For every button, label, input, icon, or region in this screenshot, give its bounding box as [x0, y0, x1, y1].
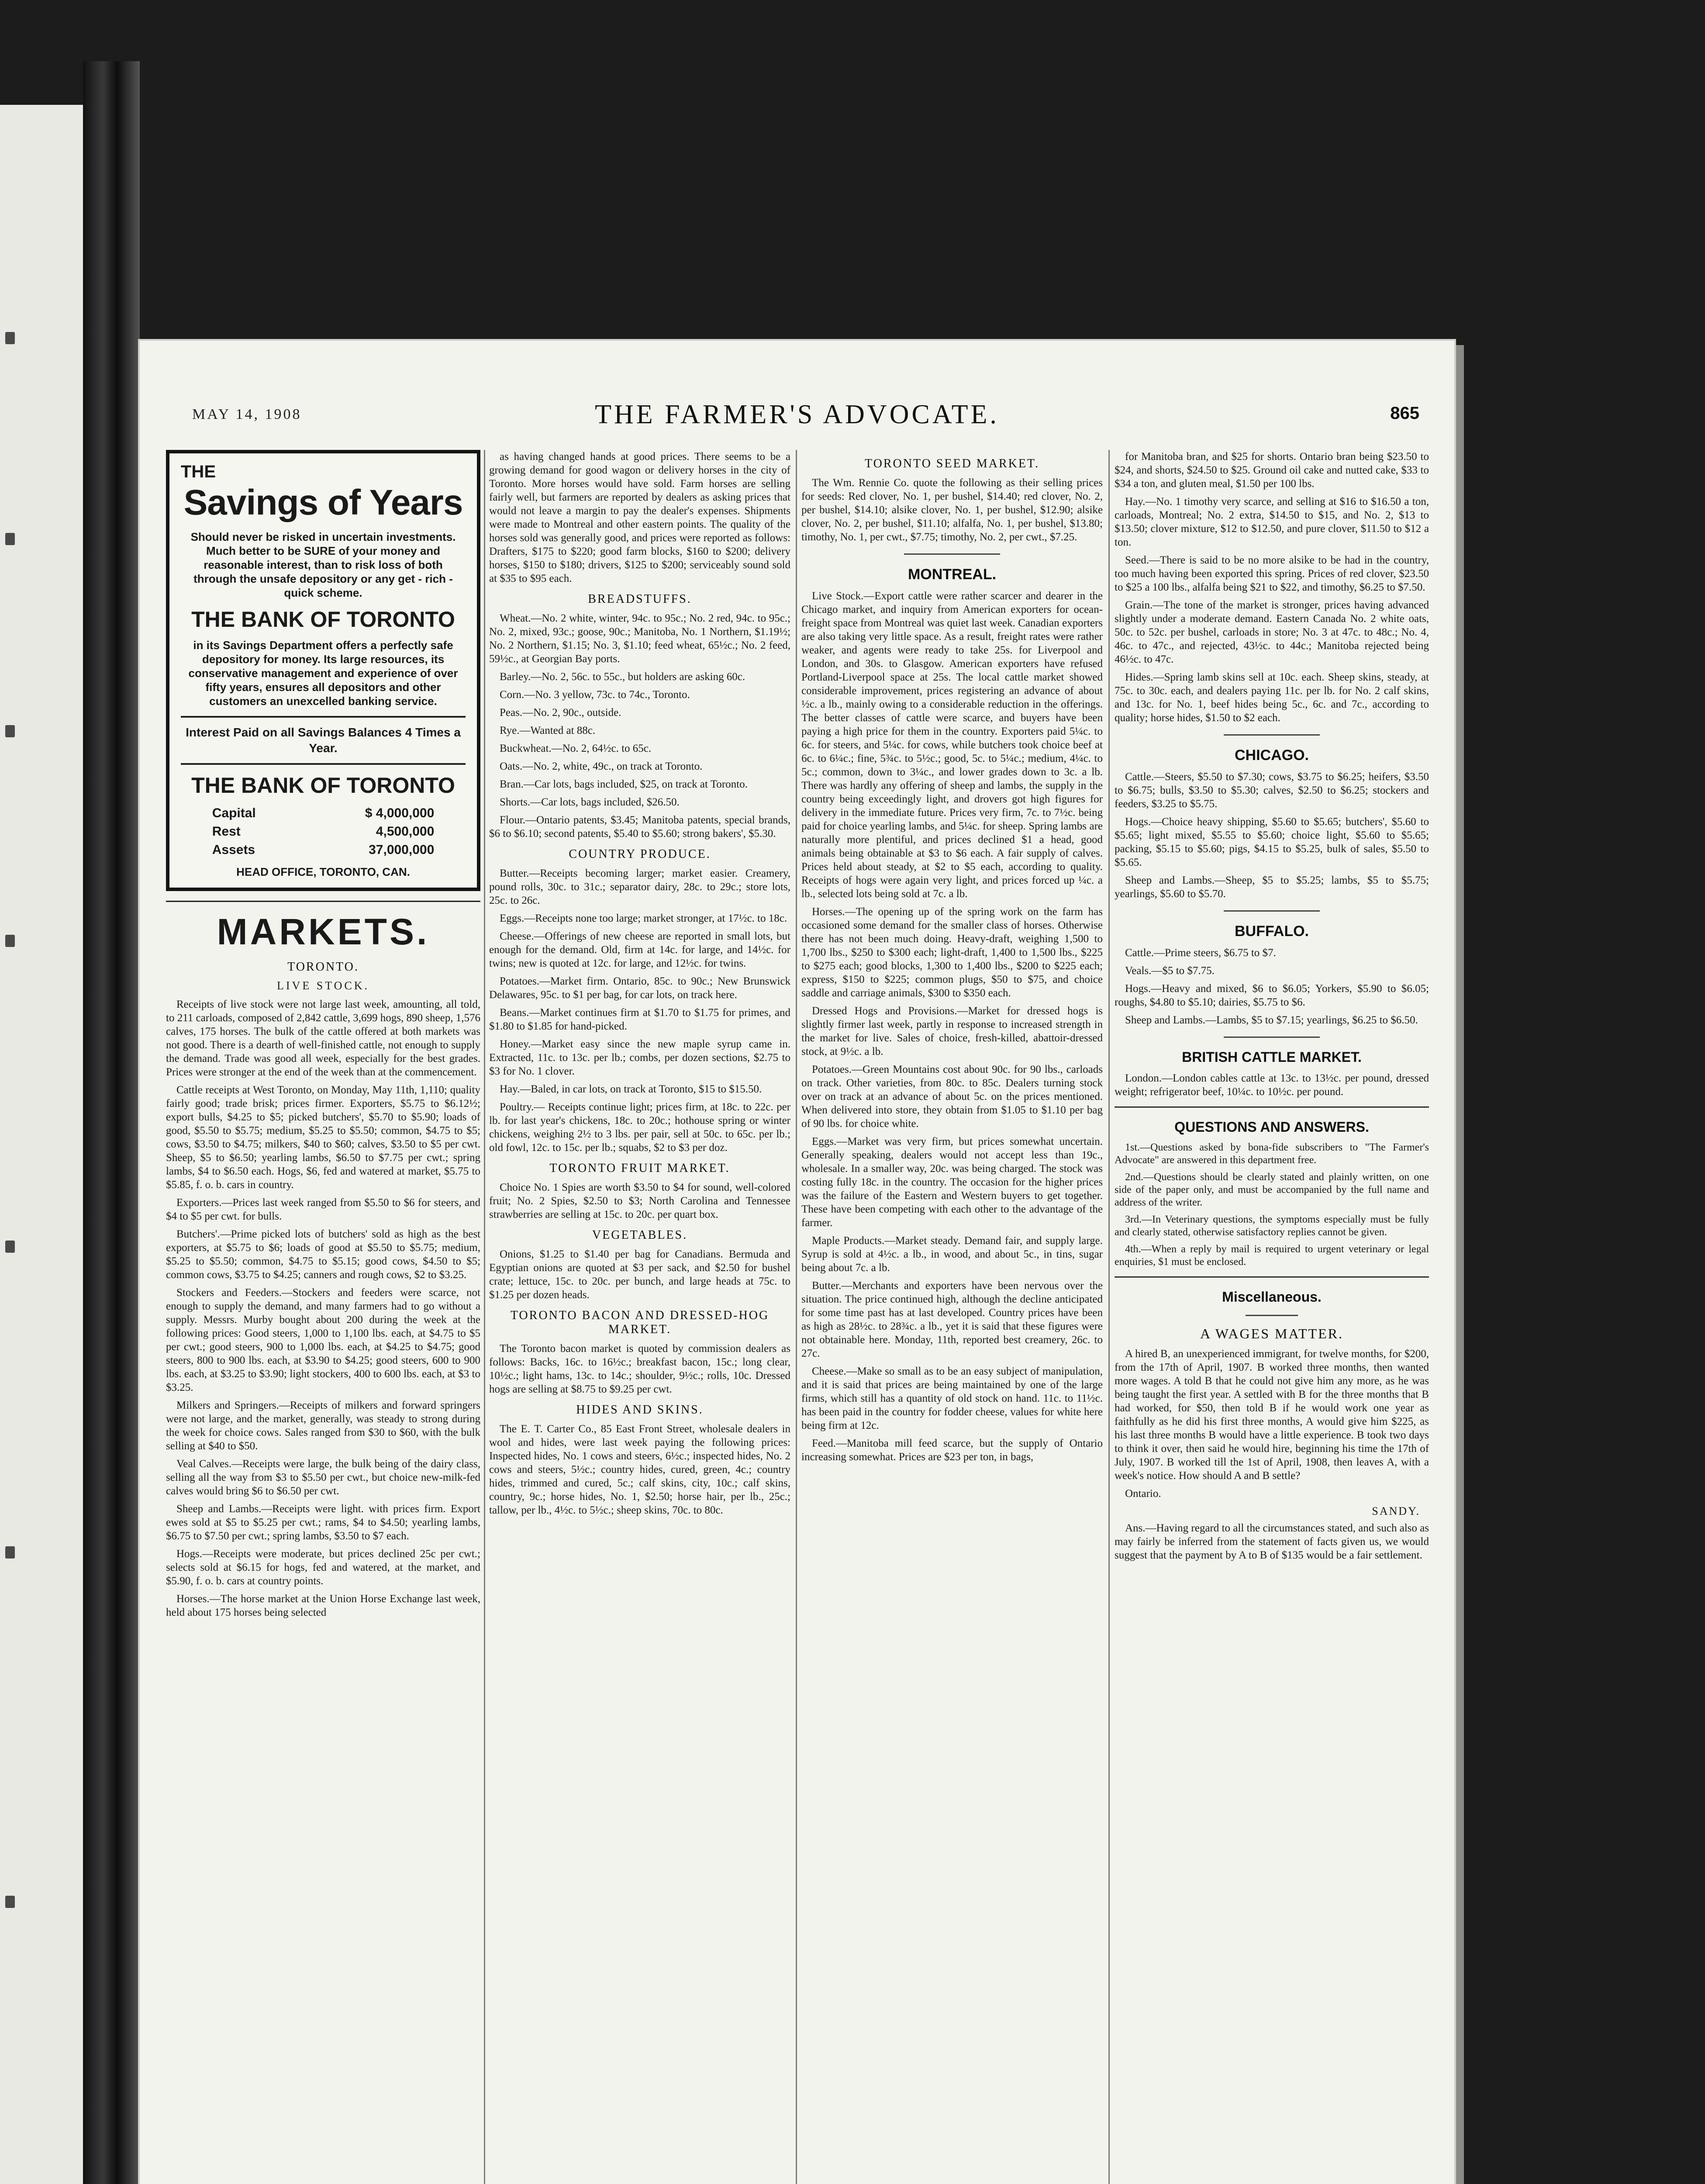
column-1 [166, 450, 480, 2184]
publication-title: THE FARMER'S ADVOCATE. [595, 400, 999, 429]
section-heading-miscellaneous: Miscellaneous. [1222, 1289, 1322, 1305]
ad-interest: Interest Paid on all Savings Balances 4 Times a Year. [181, 716, 466, 765]
paragraph: Ontario. [1125, 1488, 1161, 1500]
paragraph: Hay.—No. 1 timothy very scarce, and selling at $16 to $16.50 a ton, carloads, Montreal; No. 2 extra, $14.50 to $15, and No. 2, $13 to $13.50; clover mixture, $12 to $12.50, and pure clover, $11.50 to $12 a ton. [1115, 496, 1429, 548]
paragraph: Flour.—Ontario patents, $3.45; Manitoba patents, special brands, $6 to $6.10; second patents, $5.40 to $5.60; strong bakers', $5.30. [489, 814, 790, 840]
ad-figure-row: Rest 4,500,000 [212, 824, 435, 839]
page-edge-shadow [1454, 345, 1464, 2184]
paragraph: Feed.—Manitoba mill feed scarce, but the supply of Ontario increasing somewhat. Prices are $23 per ton, in bags, [801, 1438, 1103, 1463]
paragraph: Sheep and Lambs.—Receipts were light. with prices firm. Export ewes sold at $5 to $5.25 per cwt.; rams, $4 to $4.50; yearling lambs, $6.75 to $7.50 per cwt.; spring lambs, $3.50 to $7 each. [166, 1503, 480, 1542]
section-heading-questions: QUESTIONS AND ANSWERS. [1174, 1119, 1369, 1135]
paragraph: Oats.—No. 2, white, 49c., on track at Toronto. [500, 760, 703, 772]
paragraph: 2nd.—Questions should be clearly stated and plainly written, on one side of the paper only, and must be accompanied by the full name and address of the writer. [1115, 1171, 1429, 1208]
paragraph: Barley.—No. 2, 56c. to 55c., but holders are asking 60c. [500, 671, 746, 683]
section-heading-fruit-market: TORONTO FRUIT MARKET. [549, 1161, 730, 1175]
paragraph: Butter.—Receipts becoming larger; market easier. Creamery, pound rolls, 30c. to 31c.; separator dairy, 28c. to 29c.; store lots, 25c. to 26c. [489, 867, 790, 906]
paragraph: Receipts of live stock were not large last week, amounting, all told, to 211 carloads, composed of 2,842 cattle, 3,699 hogs, 890 sheep, 1,576 calves, 175 horses. The bulk of the cattle offered at both markets was not good. There is a dearth of well-finished cattle, not enough to supply the demand. Trade was good all week, especially for the best grades. Prices were stronger at the end of the week than at the commencement. [166, 999, 480, 1078]
paragraph: A hired B, an unexperienced immigrant, for twelve months, for $200, from the 17th of April, 1907. B worked three months, then wanted more wages. A told B that he could not give him any more, as he was being taught the first year. A settled with B for the three months that B had worked, for $50, then told B if he would work one year as faithfully as he did his first three months, A would give him $225, as his last three months B would have a little experience. B took two days to think it over, then said he would hire, beginning his time the 17th of July, 1907. B worked till the 1st of April, 1908, then leaves A, with a week's notice. How should A and B settle? [1115, 1348, 1429, 1482]
paragraph: Hogs.—Choice heavy shipping, $5.60 to $5.65; butchers', $5.60 to $5.65; light mixed, $5.55 to $5.60; choice light, $5.60 to $5.65; packing, $5.15 to $5.60; pigs, $4.15 to $5.25, bulk of sales, $5.50 to $5.65. [1115, 816, 1429, 868]
paragraph: The Toronto bacon market is quoted by commission dealers as follows: Backs, 16c. to 16½c.; breakfast bacon, 15c.; long clear, 10½c.; light hams, 13c. to 14c.; shoulder, 9½c.; rolls, 10c. Dressed hogs are selling at $8.75 to $9.25 per cwt. [489, 1343, 790, 1395]
section-heading-bacon: TORONTO BACON AND DRESSED-HOG MARKET. [510, 1309, 770, 1336]
ad-body: Should never be risked in uncertain investments. Much better to be SURE of your money and reasonable interest, than to risk loss of both through the unsafe depository or any get - rich - quick scheme. [190, 530, 456, 599]
adjacent-page-edge [0, 105, 83, 2184]
paragraph: Sheep and Lambs.—Sheep, $5 to $5.25; lambs, $5 to $5.75; yearlings, $5.60 to $5.70. [1115, 874, 1429, 900]
section-heading-hides: HIDES AND SKINS. [576, 1403, 704, 1417]
paragraph: Honey.—Market easy since the new maple syrup came in. Extracted, 11c. to 13c. per lb.; combs, per dozen sections, $2.75 to $3 for No. 1 clover. [489, 1038, 790, 1077]
paragraph: Shorts.—Car lots, bags included, $26.50. [500, 796, 680, 808]
paragraph: 4th.—When a reply by mail is required to urgent veterinary or legal enquiries, $1 must be enclosed. [1115, 1244, 1429, 1268]
section-heading-montreal: MONTREAL. [908, 566, 997, 583]
section-rule [1115, 1106, 1429, 1108]
section-rule [1115, 1276, 1429, 1278]
paragraph: Beans.—Market continues firm at $1.70 to $1.75 for primes, and $1.80 to $1.85 for hand-picked. [489, 1007, 790, 1032]
bank-advertisement [166, 450, 480, 891]
markets-title: MARKETS. [166, 901, 480, 953]
paragraph: Choice No. 1 Spies are worth $3.50 to $4 for sound, well-colored fruit; No. 2 Spies, $2.50 to $3; North Carolina and Tennessee strawberries are selling at 15c. to 20c. per quart box. [489, 1182, 790, 1220]
paragraph: Veals.—$5 to $7.75. [1125, 965, 1215, 977]
paragraph: Hogs.—Heavy and mixed, $6 to $6.05; Yorkers, $5.90 to $6.05; roughs, $4.80 to $5.10; dairies, $5.75 to $6. [1115, 983, 1429, 1008]
ad-bank-name: THE BANK OF TORONTO [191, 607, 455, 632]
issue-date: MAY 14, 1908 [192, 406, 302, 422]
paragraph: Live Stock.—Export cattle were rather scarcer and dearer in the Chicago market, and inquiry from American exporters for ocean-freight space from Montreal was quiet last week. Canadian exporters are also taking very little space. As a result, freight rates were rather weaker, and agents were ready to take 25s. for Liverpool and London, and 30s. to Glasgow. American exporters have refused Portland-Liverpool space at 25s. The local cattle market showed considerable improvement, prices registering an advance of about ½c. a lb., mainly owing to a considerable reduction in the offerings. The better classes of cattle were scarce, and buyers have been paying a high price for them in the country. Exporters paid 5¼c. to 6c. for steers, and 5¼c. for cows, while butchers took choice beef at 6c. to 6¼c.; fine, 5¾c. to 5½c.; good, 5c. to 5¼c.; medium, 4¼c. to 5c.; common, down to 3¼c., and lower grades down to 3c. a lb. There was hardly any offering of sheep and lambs, the supply in the country being exceedingly light, and drovers got high figures for delivery in the immediate future. Prices very firm, 7c. to 7½c. being paid for choice yearling lambs, and 5¼c. for sheep. Spring lambs are naturally more plentiful, and prices declined $1 a head, good animals being obtainable at $3 to $6 each. A fair supply of calves. Prices held about steady, at $2 to $5 each, according to quality. Receipts of hogs were again very light, and prices forced up ¼c. a lb., selected lots being sold at 7c. a lb. [801, 590, 1103, 900]
paragraph: Potatoes.—Green Mountains cost about 90c. for 90 lbs., carloads on track. Other varieties, from 80c. to 85c. Dealers turning stock over on track at an advance of about 5c. on the prices mentioned. When delivered into store, they obtain from $1.05 to $1.10 per bag of 90 lbs. for choice white. [801, 1064, 1103, 1130]
column-rule [484, 450, 485, 2184]
ad-figure-row: Assets 37,000,000 [212, 843, 435, 857]
paragraph: Cattle receipts at West Toronto, on Monday, May 11th, 1,110; quality fairly good; trade brisk; prices firmer. Exporters, $5.75 to $6.12½; export bulls, $4.25 to $5; picked butchers', $5.70 to $5.90; loads of good, $5.50 to $5.75; medium, $5.25 to $5.50; common, $4.75 to $5; cows, $3.50 to $4.75; milkers, $40 to $60; calves, $3.50 to $5 per cwt. Sheep, $5 to $6.50; yearling lambs, $6.50 to $7.75 per cwt.; spring lambs, $4 to $6.50 each. Hogs, $6, fed and watered at market, $5.75 to $5.85, f. o. b. cars in country. [166, 1084, 480, 1191]
column-rule [796, 450, 797, 2184]
section-divider [1224, 1037, 1320, 1038]
paragraph: Cheese.—Make so small as to be an easy subject of manipulation, and it is said that prices are being maintained by one of the large firms, which still has a quantity of old stock on hand. 11c. to 11½c. has been paid in the country for fodder cheese, values for white here being firm at 12c. [801, 1365, 1103, 1431]
letter-signature: SANDY. [1372, 1505, 1420, 1517]
paragraph: Grain.—The tone of the market is stronger, prices having advanced slightly under a moderate demand. Eastern Canada No. 2 white oats, 50c. to 52c. per bushel, carloads in store; No. 3 at 47c. to 48c.; No. 4, 46c. to 47c., and rejected, 43½c. to 44c.; Manitoba rejected being 46½c. to 47c. [1115, 599, 1429, 665]
paragraph: Sheep and Lambs.—Lambs, $5 to $7.15; yearlings, $6.25 to $6.50. [1125, 1014, 1418, 1026]
qa-rules [1115, 1141, 1429, 1268]
section-heading-british-cattle: BRITISH CATTLE MARKET. [1182, 1049, 1362, 1065]
section-heading-chicago: CHICAGO. [1235, 747, 1309, 764]
paragraph: Hay.—Baled, in car lots, on track at Toronto, $15 to $15.50. [500, 1083, 762, 1095]
paragraph: Cattle.—Steers, $5.50 to $7.30; cows, $3.75 to $6.25; heifers, $3.50 to $6.75; bulls, $3.50 to $5.30; calves, $2.50 to $6.25; stockers and feeders, $3.25 to $5.75. [1115, 771, 1429, 810]
section-heading-wages: A WAGES MATTER. [1200, 1326, 1343, 1341]
paragraph: for Manitoba bran, and $25 for shorts. Ontario bran being $23.50 to $24, and shorts, $24.50 to $25. Ground oil cake and nutted cake, $33 to $34 a ton, and gluten meal, $1.50 per 100 lbs. [1115, 451, 1429, 490]
paragraph: The E. T. Carter Co., 85 East Front Street, wholesale dealers in wool and hides, were last week paying the following prices: Inspected hides, No. 1 cows and steers, 6½c.; inspected hides, No. 2 cows and steers, 5½c.; country hides, cured, green, 4c.; country hides, trimmed and cured, 5c.; calf skins, city, 10c.; calf skins, country, 9c.; horse hides, No. 1, $2.50; horse hair, per lb., 25c.; tallow, per lb., 4½c. to 5½c.; sheep skins, 70c. to 80c. [489, 1423, 790, 1516]
paragraph: Hides.—Spring lamb skins sell at 10c. each. Sheep skins, steady, at 75c. to 30c. each, and dealers paying 11c. per lb. for No. 2 calf skins, and 13c. for No. 1, beef hides being 5c., 6c. and 7c., according to quality; horse hides, $1.50 to $2 each. [1115, 671, 1429, 724]
paragraph: Corn.—No. 3 yellow, 73c. to 74c., Toronto. [500, 689, 690, 701]
paragraph: Veal Calves.—Receipts were large, the bulk being of the dairy class, selling all the way from $3 to $5.50 per cwt., but choice new-milk-fed calves would bring $6 to $6.50 per cwt. [166, 1458, 480, 1497]
newspaper-page [140, 341, 1454, 2184]
paragraph: Cheese.—Offerings of new cheese are reported in small lots, but enough for the demand. Old, firm at 14c. for large, and 14½c. for twins; new is quoted at 12c. for large, and 12½c. for twins. [489, 930, 790, 969]
paragraph: Eggs.—Market was very firm, but prices somewhat uncertain. Generally speaking, dealers would not accept less than 19c., wholesale. In a smaller way, 20c. was being charged. The stock was costing fully 18c. in the country. The occasion for the higher prices was the failure of the Eastern and Western buyers to get together. These have been competing with each other to the advantage of the farmer. [801, 1136, 1103, 1229]
paragraph: as having changed hands at good prices. There seems to be a growing demand for good wagon or delivery horses in the city of Toronto. More horses would have sold. Farm horses are selling fairly well, but farmers are reported by dealers as asking prices that would not leave a margin to pay the dealer's expenses. Shipments were made to Montreal and other eastern points. The quality of the horses sold was generally good, and prices were reported as follows: Drafters, $175 to $220; good farm blocks, $160 to $200; delivery horses, $150 to $180; drivers, $125 to $200; serviceably sound sold at $35 to $95 each. [489, 451, 790, 584]
paragraph: Bran.—Car lots, bags included, $25, on track at Toronto. [500, 778, 748, 790]
section-heading-vegetables: VEGETABLES. [592, 1228, 688, 1242]
section-divider [904, 553, 1000, 555]
paragraph: Poultry.— Receipts continue light; prices firm, at 18c. to 22c. per lb. for last year's chickens, 18c. to 20c.; hothouse spring or winter chickens, weighing 2½ to 3 lbs. per pair, sell at 50c. to 65c. per lb.; old fowl, 12c. to 15c. per lb.; squabs, $2 to $3 per doz. [489, 1101, 790, 1154]
paragraph: Butchers'.—Prime picked lots of butchers' sold as high as the best exporters, at $5.75 to $6; loads of good at $5.50 to $5.75; medium, $5.25 to $5.50; common, $4.75 to $5.15; good cows, $4.50 to $5; common cows, $3.75 to $4.25; canners and rough cows, $2 to $3.25. [166, 1228, 480, 1281]
paragraph: Horses.—The horse market at the Union Horse Exchange last week, held about 175 horses being selected [166, 1593, 480, 1618]
article-body [166, 998, 480, 1619]
paragraph: Wheat.—No. 2 white, winter, 94c. to 95c.; No. 2 red, 94c. to 95c.; No. 2, mixed, 93c.; goose, 90c.; Manitoba, No. 1 Northern, $1.19½; No. 2 Northern, $1.15; No. 3, $1.10; feed wheat, 65½c.; No. 2 feed, 59½c., at Georgian Bay ports. [489, 612, 790, 665]
paragraph: 3rd.—In Veterinary questions, the symptoms especially must be fully and clearly stated, otherwise satisfactory replies cannot be given. [1115, 1214, 1429, 1238]
paragraph: London.—London cables cattle at 13c. to 13½c. per pound, dressed weight; refrigerator beef, 10¼c. to 10½c. per pound. [1115, 1072, 1429, 1098]
section-divider [1224, 910, 1320, 912]
paragraph: Maple Products.—Market steady. Demand fair, and supply large. Syrup is sold at 4½c. a lb., in wood, and about 5c., in tins, sugar being about 7c. a lb. [801, 1235, 1103, 1274]
paragraph: Ans.—Having regard to all the circumstances stated, and such also as may fairly be inferred from the statement of facts given us, we would suggest that the payment by A to B of $135 would be a fair settlement. [1115, 1522, 1429, 1561]
ad-figure-row: Capital $ 4,000,000 [212, 806, 435, 820]
paragraph: Potatoes.—Market firm. Ontario, 85c. to 90c.; New Brunswick Delawares, 95c. to $1 per bag, for car lots, on track here. [489, 975, 790, 1001]
paragraph: Onions, $1.25 to $1.40 per bag for Canadians. Bermuda and Egyptian onions are quoted at $3 per sack, and $2.50 for bushel crate; lettuce, 15c. to 20c. per bunch, and large heads at 75c. to $1.25 per dozen heads. [489, 1248, 790, 1301]
section-heading-live-stock: LIVE STOCK. [277, 979, 369, 992]
paragraph: Exporters.—Prices last week ranged from $5.50 to $6 for steers, and $4 to $5 per cwt. for bulls. [166, 1197, 480, 1222]
paragraph: Hogs.—Receipts were moderate, but prices declined 25c per cwt.; selects sold at $6.15 for hogs, fed and watered, at the market, and $5.90, f. o. b. cars at country points. [166, 1548, 480, 1587]
paragraph: Eggs.—Receipts none too large; market stronger, at 17½c. to 18c. [500, 912, 787, 924]
ad-headline: Savings of Years [183, 483, 463, 522]
ad-bank-name-2: THE BANK OF TORONTO [191, 773, 455, 798]
section-heading-country-produce: COUNTRY PRODUCE. [569, 847, 711, 861]
paragraph: Peas.—No. 2, 90c., outside. [500, 707, 621, 719]
section-divider [1224, 734, 1320, 736]
ad-head-office: HEAD OFFICE, TORONTO, CAN. [236, 865, 410, 878]
paragraph: Rye.—Wanted at 88c. [500, 725, 596, 736]
section-heading-seed-market: TORONTO SEED MARKET. [865, 457, 1039, 470]
paragraph: Dressed Hogs and Provisions.—Market for dressed hogs is slightly firmer last week, partly in response to increased strength in the market for live. Sales of choice, fresh-killed, abattoir-dressed stock, at 9½c. a lb. [801, 1005, 1103, 1057]
column-rule [1108, 450, 1110, 2184]
paragraph: Cattle.—Prime steers, $6.75 to $7. [1125, 947, 1276, 959]
column-2 [489, 450, 790, 2184]
paragraph: The Wm. Rennie Co. quote the following as their selling prices for seeds: Red clover, No. 1, per bushel, $14.40; red clover, No. 2, per bushel, $14.10; alsike clover, No. 1, per bushel, $12.90; alsike clover, No. 2, per bushel, $11.10; alfalfa, No. 1, per bushel, $13.80; timothy, No. 1, per cwt., $7.75; timothy, No. 2, per cwt., $7.25. [801, 477, 1103, 543]
ad-the: THE [181, 462, 216, 481]
ad-figures [212, 804, 435, 859]
section-heading-breadstuffs: BREADSTUFFS. [588, 592, 692, 606]
section-heading-buffalo: BUFFALO. [1235, 923, 1309, 940]
paragraph: 1st.—Questions asked by bona-fide subscribers to "The Farmer's Advocate" are answered in this department free. [1115, 1142, 1429, 1166]
paragraph: Seed.—There is said to be no more alsike to be had in the country, too much having been exported this spring. Prices of red clover, $23.50 to $25 a 100 lbs., alfalfa being $21 to $22, and timothy, $6.25 to $7.50. [1115, 554, 1429, 593]
column-3 [801, 450, 1103, 2184]
column-4 [1115, 450, 1429, 2184]
page-header [166, 402, 1428, 432]
paragraph: Milkers and Springers.—Receipts of milkers and forward springers were not large, and the market, generally, was steady to strong during the week for choice cows. Sales ranged from $30 to $60, with the bulk selling at $40 to $50. [166, 1400, 480, 1452]
book-binding [83, 61, 140, 2184]
page-number: 865 [1390, 404, 1419, 423]
ad-bank-body: in its Savings Department offers a perfectly safe depository for money. Its large resources, its conservative management and experience of over fifty years, ensures all depositors and other customers an unexcelled banking service. [188, 639, 458, 708]
paragraph: Buckwheat.—No. 2, 64½c. to 65c. [500, 743, 652, 754]
paragraph: Horses.—The opening up of the spring work on the farm has occasioned some demand for the smaller class of horses. Otherwise there has not been much doing. Heavy-draft, weighing 1,500 to 1,700 lbs., $250 to $300 each; light-draft, 1,400 to 1,500 lbs., $225 to $275 each; good blocks, 1,300 to 1,400 lbs., $200 to $225 each; express, $150 to $225; common plugs, $50 to $75, and choice saddle and carriage animals, $300 to $350 each. [801, 906, 1103, 999]
section-heading-toronto: TORONTO. [287, 960, 359, 974]
paragraph: Stockers and Feeders.—Stockers and feeders were scarce, not enough to supply the demand, and many farmers had to go without a supply. Messrs. Murby bought about 200 during the week at the following prices: Good steers, 1,000 to 1,100 lbs. each, at $4.75 to $5 per cwt.; good steers, 900 to 1,000 lbs. each, at $4.25 to $4.75; good steers, 800 to 900 lbs. each, at $3.90 to $4.25; good steers, 600 to 900 lbs. each, at $3.25 to $3.90; light stockers, 400 to 600 lbs. each, at $3 to $3.25. [166, 1287, 480, 1393]
section-divider [1246, 1315, 1298, 1316]
paragraph: Butter.—Merchants and exporters have been nervous over the situation. The price continued high, although the decline anticipated for some time past has at last developed. Country prices have been as high as 28½c. to 28¾c. a lb., yet it is said that these figures were not obtainable here. Monday, 11th, reported best creamery, 26c. to 27c. [801, 1280, 1103, 1359]
